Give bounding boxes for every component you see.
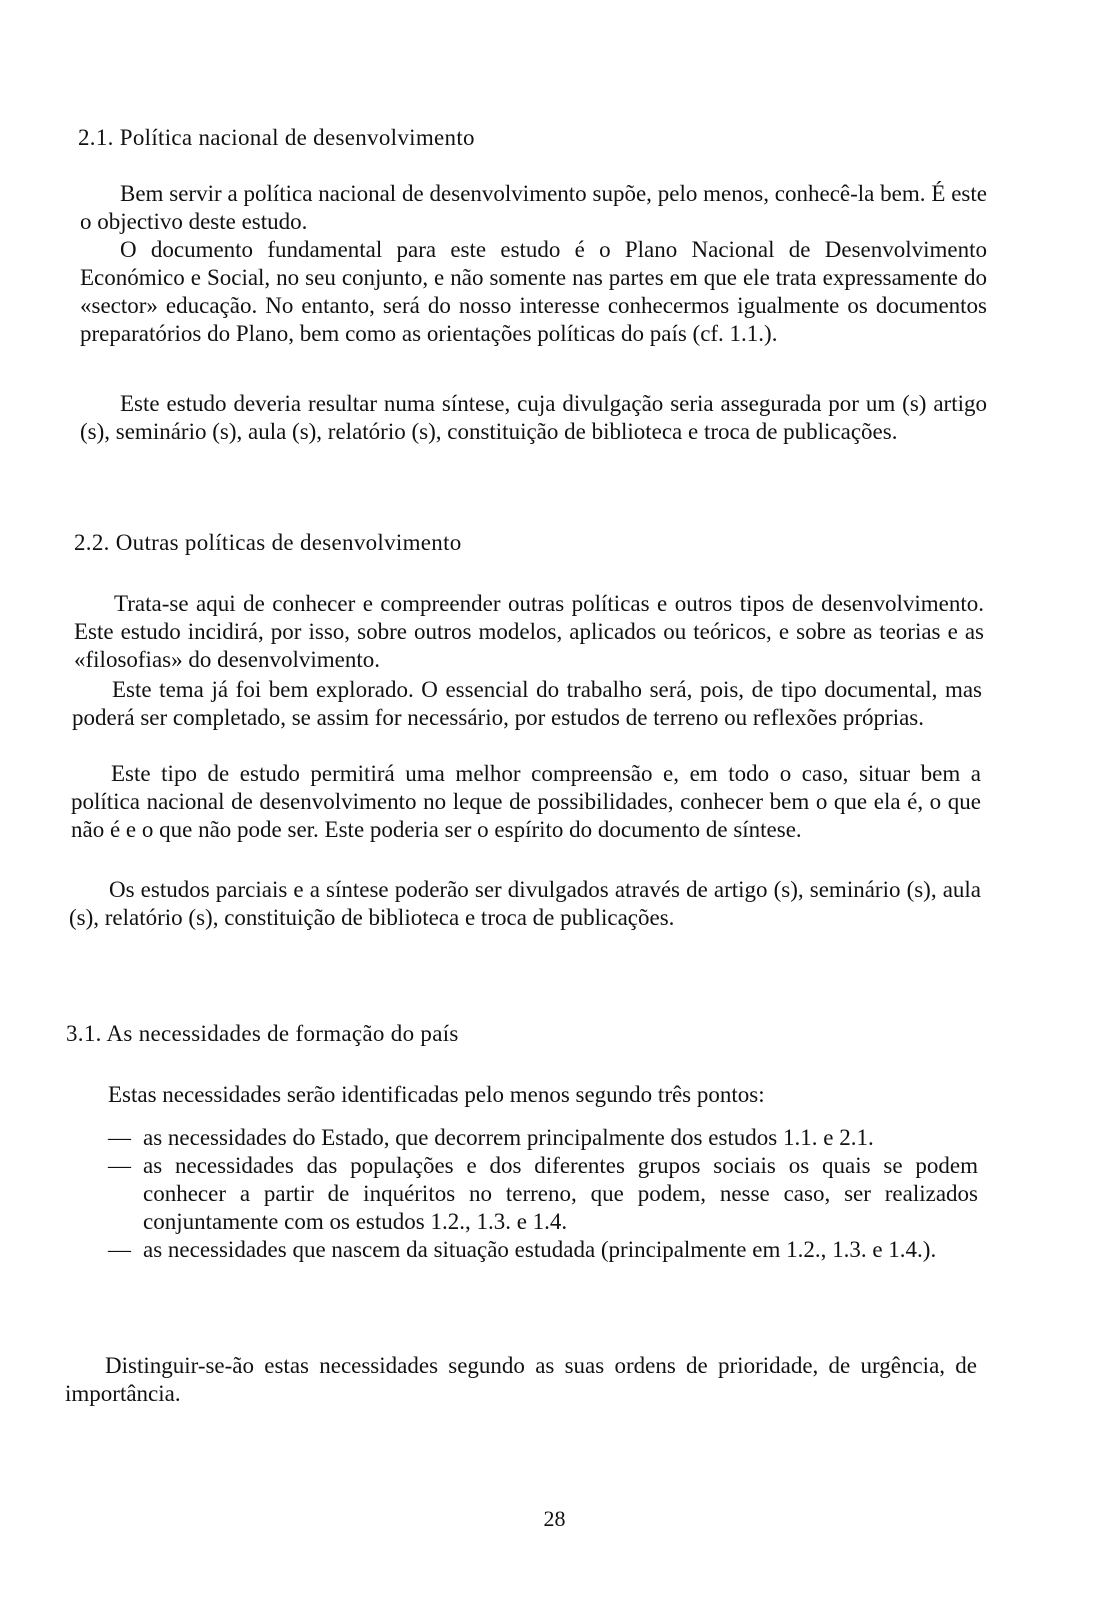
list-item-text: as necessidades do Estado, que decorrem principalmente dos estudos 1.1. e 2.1. — [143, 1125, 874, 1150]
paragraph: Bem servir a política nacional de desenvolvimento supõe, pelo menos, conhecê-la bem. É este o objectivo deste estudo. — [80, 181, 987, 234]
section-heading-2-2: 2.2. Outras políticas de desenvolvimento — [74, 530, 462, 555]
list-item-text: as necessidades das populações e dos diferentes grupos sociais os quais se podem conhecer a partir de inquéritos no terreno, que podem, nesse caso, ser realizados conjuntamente com os estudos 1.2., 1.3. e 1.4. — [143, 1153, 978, 1234]
list-item-text: as necessidades que nascem da situação estudada (principalmente em 1.2., 1.3. e 1.4.). — [143, 1237, 937, 1262]
list-item — [108, 1236, 978, 1264]
list-item — [108, 1152, 978, 1236]
list-intro: Estas necessidades serão identificadas pelo menos segundo três pontos: — [108, 1082, 765, 1107]
closing-paragraph: Distinguir-se-ão estas necessidades segundo as suas ordens de prioridade, de urgência, de importância. — [65, 1353, 977, 1406]
paragraph: Trata-se aqui de conhecer e compreender outras políticas e outros tipos de desenvolvimento. Este estudo incidirá, por isso, sobre outros modelos, aplicados ou teóricos, e sobre as teorias e as «filosofias» do desenvolvimento. — [74, 591, 984, 672]
dash-marker: — — [108, 1153, 131, 1178]
page-number: 28 — [543, 1506, 566, 1531]
dash-marker: — — [108, 1125, 131, 1150]
paragraph: Este tema já foi bem explorado. O essencial do trabalho será, pois, de tipo documental, mas poderá ser completado, se assim for necessário, por estudos de terreno ou reflexões próprias. — [72, 677, 982, 730]
paragraph: O documento fundamental para este estudo é o Plano Nacional de Desenvolvimento Económico e Social, no seu conjunto, e não somente nas partes em que ele trata expressamente do «sector» educação. No entanto, será do nosso interesse conhecermos igualmente os documentos preparatórios do Plano, bem como as orientações políticas do país (cf. 1.1.). — [80, 237, 987, 346]
paragraph: Este tipo de estudo permitirá uma melhor compreensão e, em todo o caso, situar bem a política nacional de desenvolvimento no leque de possibilidades, conhecer bem o que ela é, o que não é e o que não pode ser. Este poderia ser o espírito do documento de síntese. — [71, 761, 981, 842]
section-heading-2-1: 2.1. Política nacional de desenvolvimento — [78, 125, 475, 150]
paragraph: Os estudos parciais e a síntese poderão ser divulgados através de artigo (s), seminário (s), aula (s), relatório (s), constituição de biblioteca e troca de publicações. — [69, 877, 981, 930]
paragraph: Este estudo deveria resultar numa síntese, cuja divulgação seria assegurada por um (s) artigo (s), seminário (s), aula (s), relatório (s), constituição de biblioteca e troca de publicações. — [80, 391, 987, 444]
needs-list — [108, 1124, 978, 1264]
dash-marker: — — [108, 1237, 131, 1262]
list-item — [108, 1124, 978, 1152]
section-heading-3-1: 3.1. As necessidades de formação do país — [66, 1021, 459, 1046]
